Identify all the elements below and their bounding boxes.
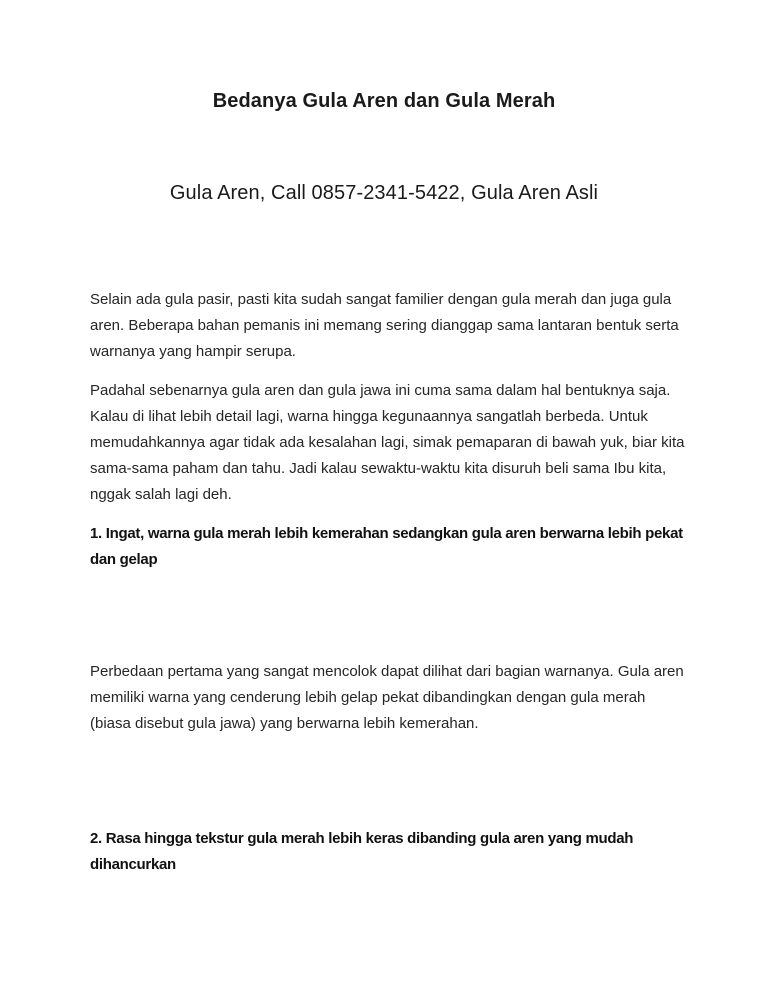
paragraph-intro: Selain ada gula pasir, pasti kita sudah sangat familier dengan gula merah dan juga gula aren. Beberapa bahan pemanis ini memang sering dianggap sama lantaran bentuk serta warnanya yang hampir serupa. (90, 291, 679, 360)
document-title: Bedanya Gula Aren dan Gula Merah (212, 90, 556, 112)
section-heading-2: 2. Rasa hingga tekstur gula merah lebih keras dibanding gula aren yang mudah dihancurkan (90, 830, 634, 873)
section-heading-1: 1. Ingat, warna gula merah lebih kemerahan sedangkan gula aren berwarna lebih pekat dan gelap (90, 525, 683, 568)
paragraph-explanation: Padahal sebenarnya gula aren dan gula jawa ini cuma sama dalam hal bentuknya saja. Kalau di lihat lebih detail lagi, warna hingga kegunaannya sangatlah berbeda. Untuk memudahkannya agar tidak ada kesalahan lagi, simak pemaparan di bawah yuk, biar kita sama-sama paham dan tahu. Jadi kalau sewaktu-waktu kita disuruh beli sama Ibu kita, nggak salah lagi deh. (90, 382, 685, 503)
paragraph-color-difference: Perbedaan pertama yang sangat mencolok dapat dilihat dari bagian warnanya. Gula aren memiliki warna yang cenderung lebih gelap pekat dibandingkan dengan gula merah (biasa disebut gula jawa) yang berwarna lebih kemerahan. (90, 663, 684, 732)
document-subtitle: Gula Aren, Call 0857-2341-5422, Gula Aren Asli (169, 182, 599, 204)
